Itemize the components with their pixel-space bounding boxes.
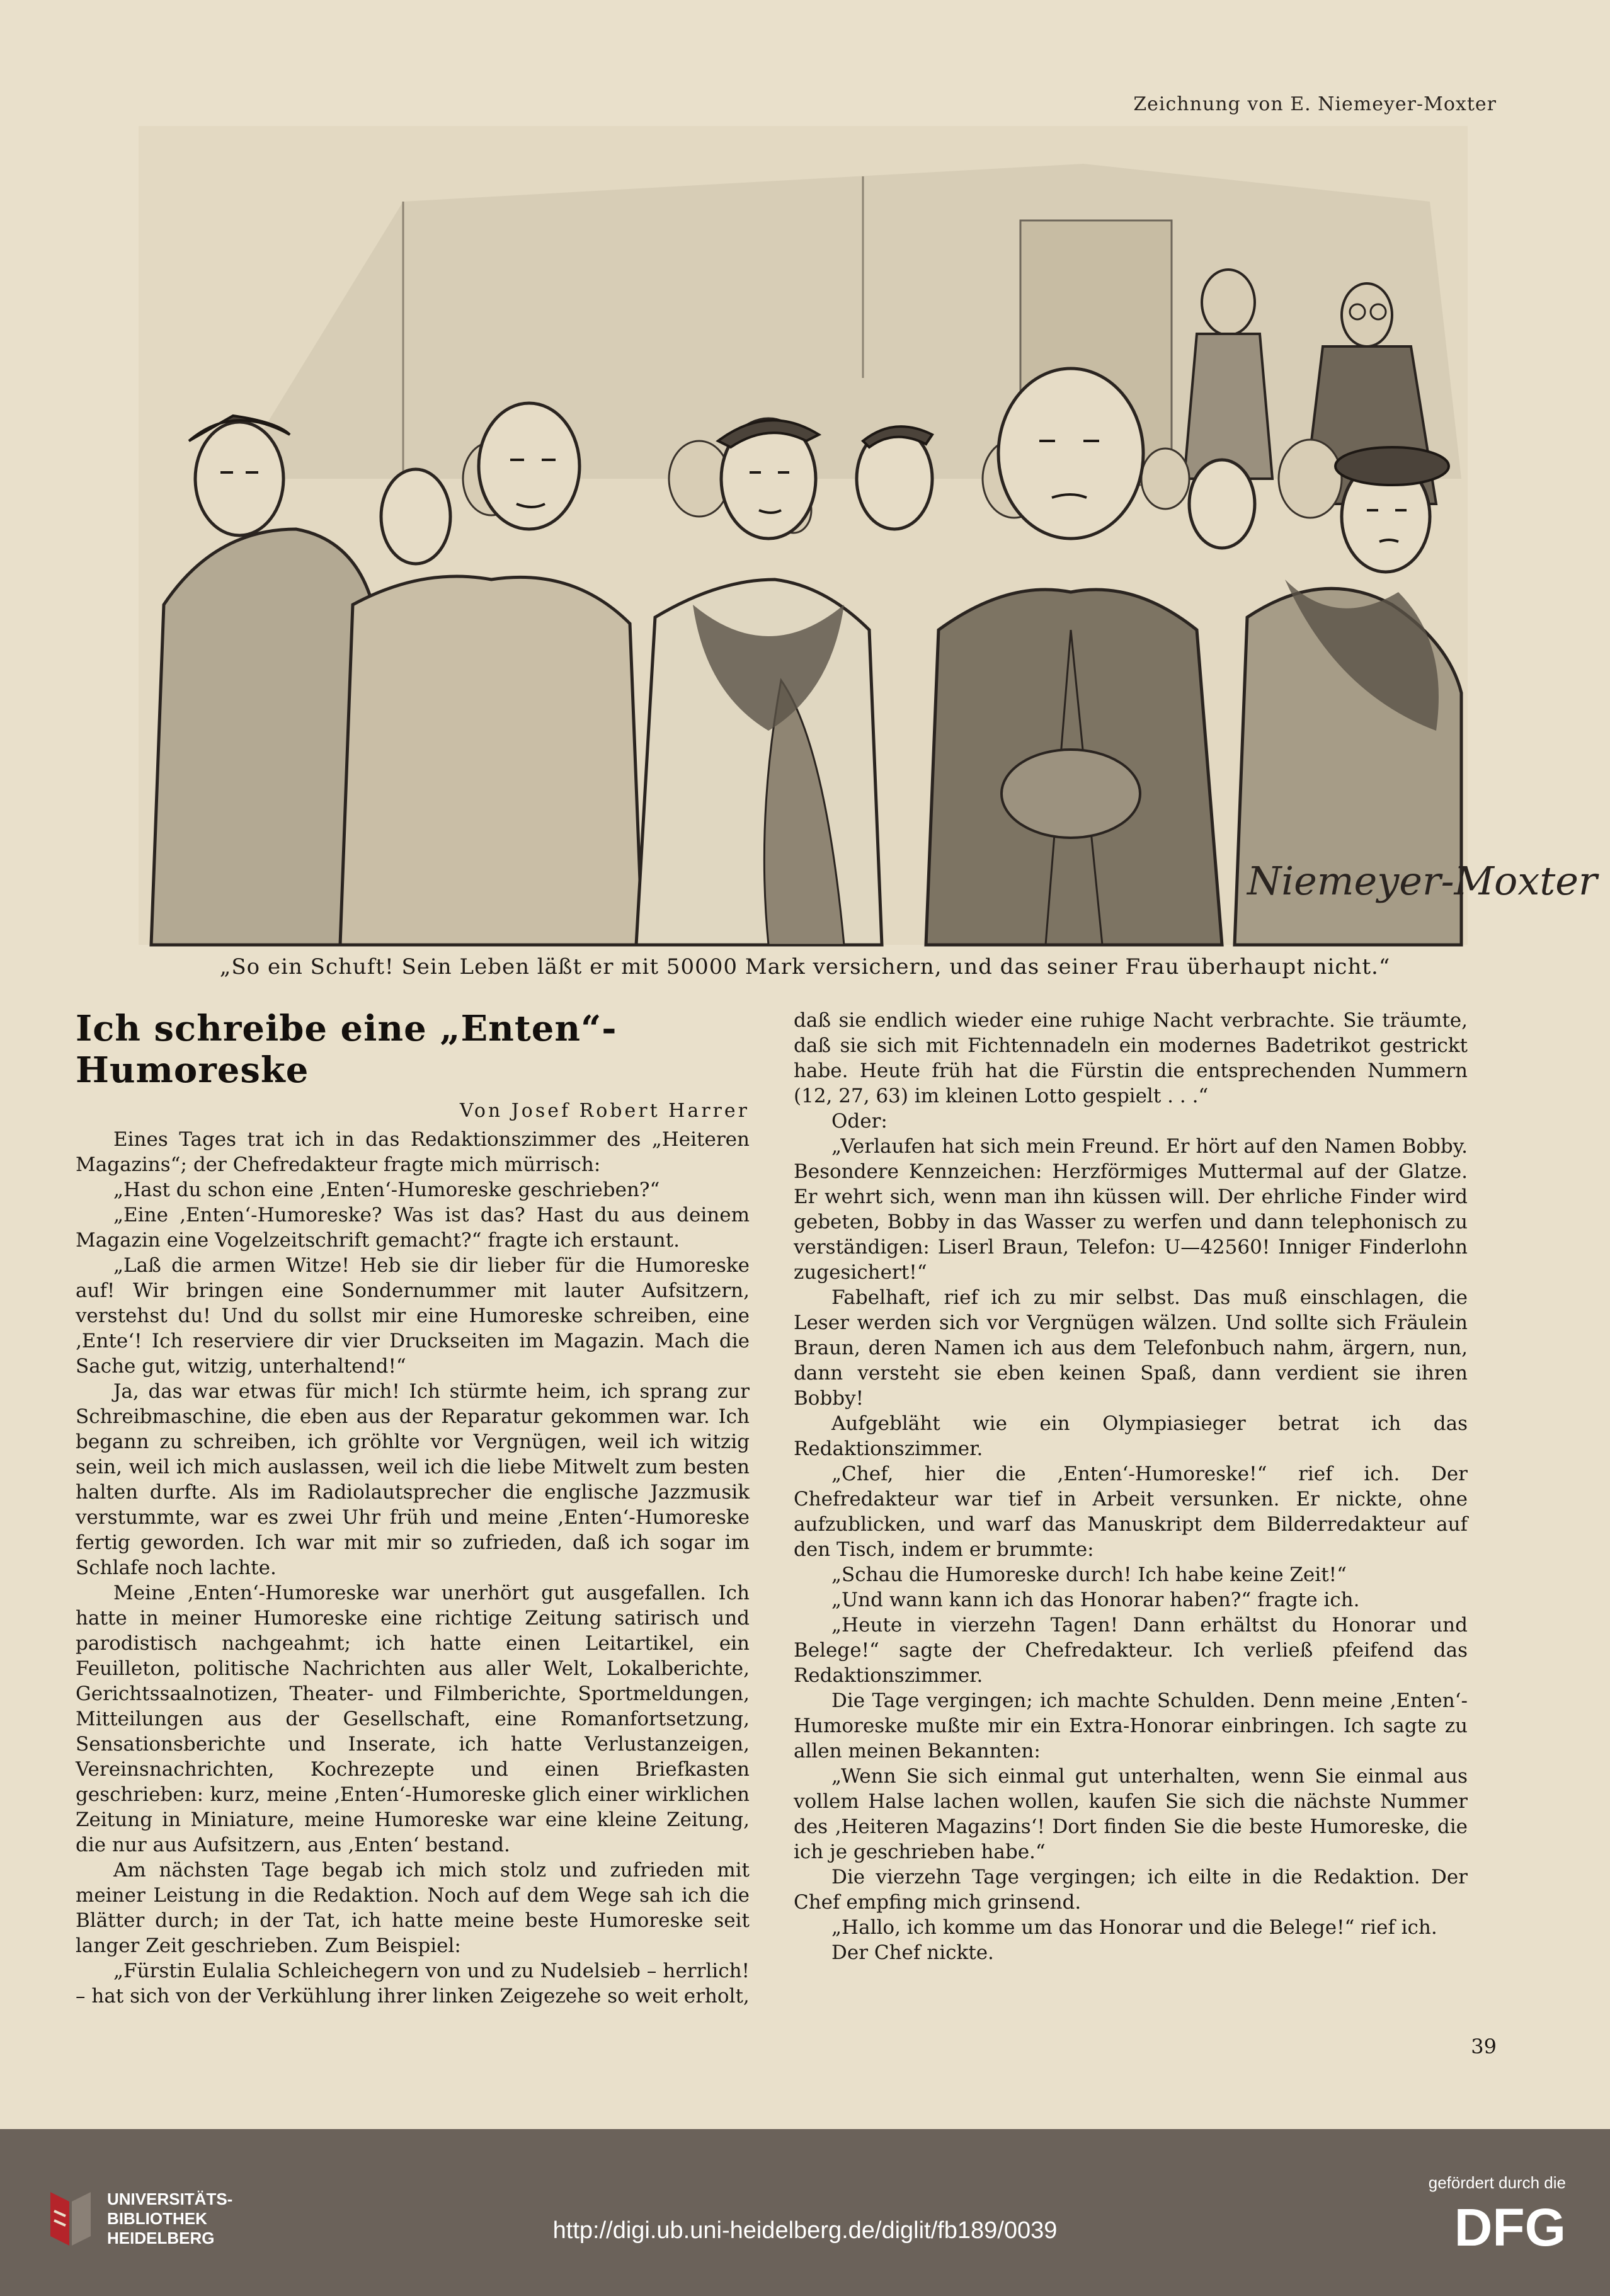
paragraph: „Laß die armen Witze! Heb sie dir lieber für die Humoreske auf! Wir bringen eine Sondernummer mit lauter Aufsitzern, verstehst du! Und du sollst mir eine Humoreske schreiben, eine ‚Ente‘! Ich reserviere dir vier Druckseiten im Magazin. Mach die Sache gut, witzig, unterhaltend!“ (76, 1254, 750, 1378)
paragraph: Die vierzehn Tage vergingen; ich eilte in die Redaktion. Der Chef empfing mich grinsend. (794, 1866, 1468, 1914)
paragraph: „Chef, hier die ‚Enten‘-Humoreske!“ rief ich. Der Chefredakteur war tief in Arbeit versunken. Er nickte, ohne aufzublicken, und warf das Manuskript dem Bilderredakteur auf den Tisch, indem er brummte: (794, 1463, 1468, 1561)
paragraph: „Hallo, ich komme um das Honorar und die Belege!“ rief ich. (831, 1916, 1437, 1939)
source-url-link[interactable]: http://digi.ub.uni-heidelberg.de/diglit/fb189/0039 (552, 2217, 1058, 2244)
library-name-line: HEIDELBERG (107, 2229, 215, 2247)
library-name-line: UNIVERSITÄTS- (107, 2190, 233, 2208)
paragraph: „Schau die Humoreske durch! Ich habe keine Zeit!“ (831, 1563, 1347, 1586)
paragraph: Eines Tages trat ich in das Redaktionszimmer des „Heiteren Magazins“; der Chefredakteur fragte mich mürrisch: (76, 1128, 750, 1176)
library-name-line: BIBLIOTHEK (107, 2209, 207, 2228)
paragraph: Die Tage vergingen; ich machte Schulden. Denn meine ‚Enten‘-Humoreske mußte mir ein Extra-Honorar einbringen. Ich sagte zu allen meinen Bekannten: (794, 1689, 1468, 1762)
article-column-left (76, 1008, 750, 2009)
paragraph: „Verlaufen hat sich mein Freund. Er hört auf den Namen Bobby. Besondere Kennzeichen: Herzförmiges Muttermal auf der Glatze. Er wehrt sich, wenn man ihn küssen will. Der ehrliche Finder wird gebeten, Bobby in das Wasser zu werfen und dann telephonisch zu verständigen: Liserl Braun, Telefon: U—42560! Inniger Finderlohn zugesichert!“ (794, 1135, 1468, 1284)
paragraph: Am nächsten Tage begab ich mich stolz und zufrieden mit meiner Leistung in die Redaktion. Noch auf dem Wege sah ich die Blätter durch; in der Tat, ich hatte meine beste Humoreske seit langer Zeit geschrieben. Zum Beispiel: (76, 1859, 750, 1957)
paragraph: daß sie endlich wieder eine ruhige Nacht verbrachte. Sie träumte, daß sie sich mit Fichtennadeln ein modernes Badetrikot gestrickt habe. Heute früh hat die Fürstin die entsprechenden Nummern (12, 27, 63) im kleinen Lotto gespielt . . .“ (794, 1009, 1468, 1107)
paragraph: „Heute in vierzehn Tagen! Dann erhältst du Honorar und Belege!“ sagte der Chefredakteur. Ich verließ pfeifend das Redaktionszimmer. (794, 1614, 1468, 1687)
paragraph: Meine ‚Enten‘-Humoreske war unerhört gut ausgefallen. Ich hatte in meiner Humoreske eine richtige Zeitung satirisch und parodistisch nachgeahmt; ich hatte einen Leitartikel, ein Feuilleton, politische Nachrichten aus aller Welt, Lokalberichte, Gerichtssaalnotizen, Theater- und Filmberichte, Sportmeldungen, Mitteilungen aus der Gesellschaft, eine Romanfortsetzung, Sensationsberichte und Inserate, ich hatte Verlustanzeigen, Vereinsnachrichten, Kochrezepte und einen Briefkasten geschrieben: kurz, meine ‚Enten‘-Humoreske glich einer wirklichen Zeitung in Miniature, meine Humoreske war eine kleine Zeitung, die nur aus Aufsitzern, aus ‚Enten‘ bestand. (76, 1582, 750, 1856)
dfg-logo (1415, 2198, 1566, 2257)
sponsor-block[interactable] (1364, 2173, 1566, 2257)
article-title: Ich schreibe eine „Enten“-Humoreske (76, 1008, 617, 1091)
paragraph: Aufgebläht wie ein Olympiasieger betrat ich das Redaktionszimmer. (794, 1412, 1468, 1460)
paragraph: Der Chef nickte. (831, 1941, 994, 1964)
paragraph: „Fürstin Eulalia Schleichegern von und zu Nudelsieb – herrlich! – hat sich von der Verkühlung ihrer linken Zeigezehe so weit erholt, (76, 1960, 750, 2008)
paragraph: „Und wann kann ich das Honorar haben?“ fragte ich. (831, 1589, 1360, 1611)
illustration-caption: „So ein Schuft! Sein Leben läßt er mit 50000 Mark versichern, und das seiner Frau überhaupt nicht.“ (219, 954, 1391, 980)
sponsor-label: gefördert durch die (1428, 2173, 1566, 2192)
paragraph: „Wenn Sie sich einmal gut unterhalten, wenn Sie einmal aus vollem Halse lachen wollen, kaufen Sie sich die nächste Nummer des ‚Heiteren Magazins‘! Dort finden Sie die beste Humoreske, die ich je geschrieben habe.“ (794, 1765, 1468, 1863)
paragraph: Oder: (831, 1110, 888, 1133)
article (76, 1008, 1499, 2041)
illustration (139, 126, 1597, 945)
audience-drawing (139, 126, 1597, 945)
artist-signature: Niemeyer-Moxter (1247, 858, 1597, 904)
page-number: 39 (1471, 2035, 1497, 2059)
dfg-logo-text: DFG (1454, 2198, 1566, 2257)
paragraph: Ja, das war etwas für mich! Ich stürmte heim, ich sprang zur Schreibmaschine, die eben aus der Reparatur gekommen war. Ich begann zu schreiben, ich gröhlte vor Vergnügen, weil ich witzig sein, weil ich mich auslassen, weil ich die liebe Mitwelt zum besten halten durfte. Als im Radiolautsprecher die englische Jazzmusik verstummte, war es zwei Uhr früh und meine ‚Enten‘-Humoreske fertig geworden. Ich war mit mir so zufrieden, daß ich sogar im Schlafe noch lachte. (76, 1380, 750, 1579)
article-byline: Von Josef Robert Harrer (459, 1100, 750, 1122)
article-column-right (794, 1008, 1468, 1965)
digitization-footer (0, 2129, 1610, 2296)
paragraph: „Hast du schon eine ‚Enten‘-Humoreske geschrieben?“ (113, 1179, 660, 1201)
paragraph: Fabelhaft, rief ich zu mir selbst. Das muß einschlagen, die Leser werden sich vor Vergnügen wälzen. Und sollte sich Fräulein Braun, deren Namen ich aus dem Telefonbuch nahm, ärgern, nun, dann versteht sie eben keinen Spaß, dann verdient sie ihren Bobby! (794, 1286, 1468, 1410)
paragraph: „Eine ‚Enten‘-Humoreske? Was ist das? Hast du aus deinem Magazin eine Vogelzeitschrift gemacht?“ fragte ich erstaunt. (76, 1204, 750, 1252)
illustration-credit: Zeichnung von E. Niemeyer-Moxter (1133, 93, 1497, 115)
